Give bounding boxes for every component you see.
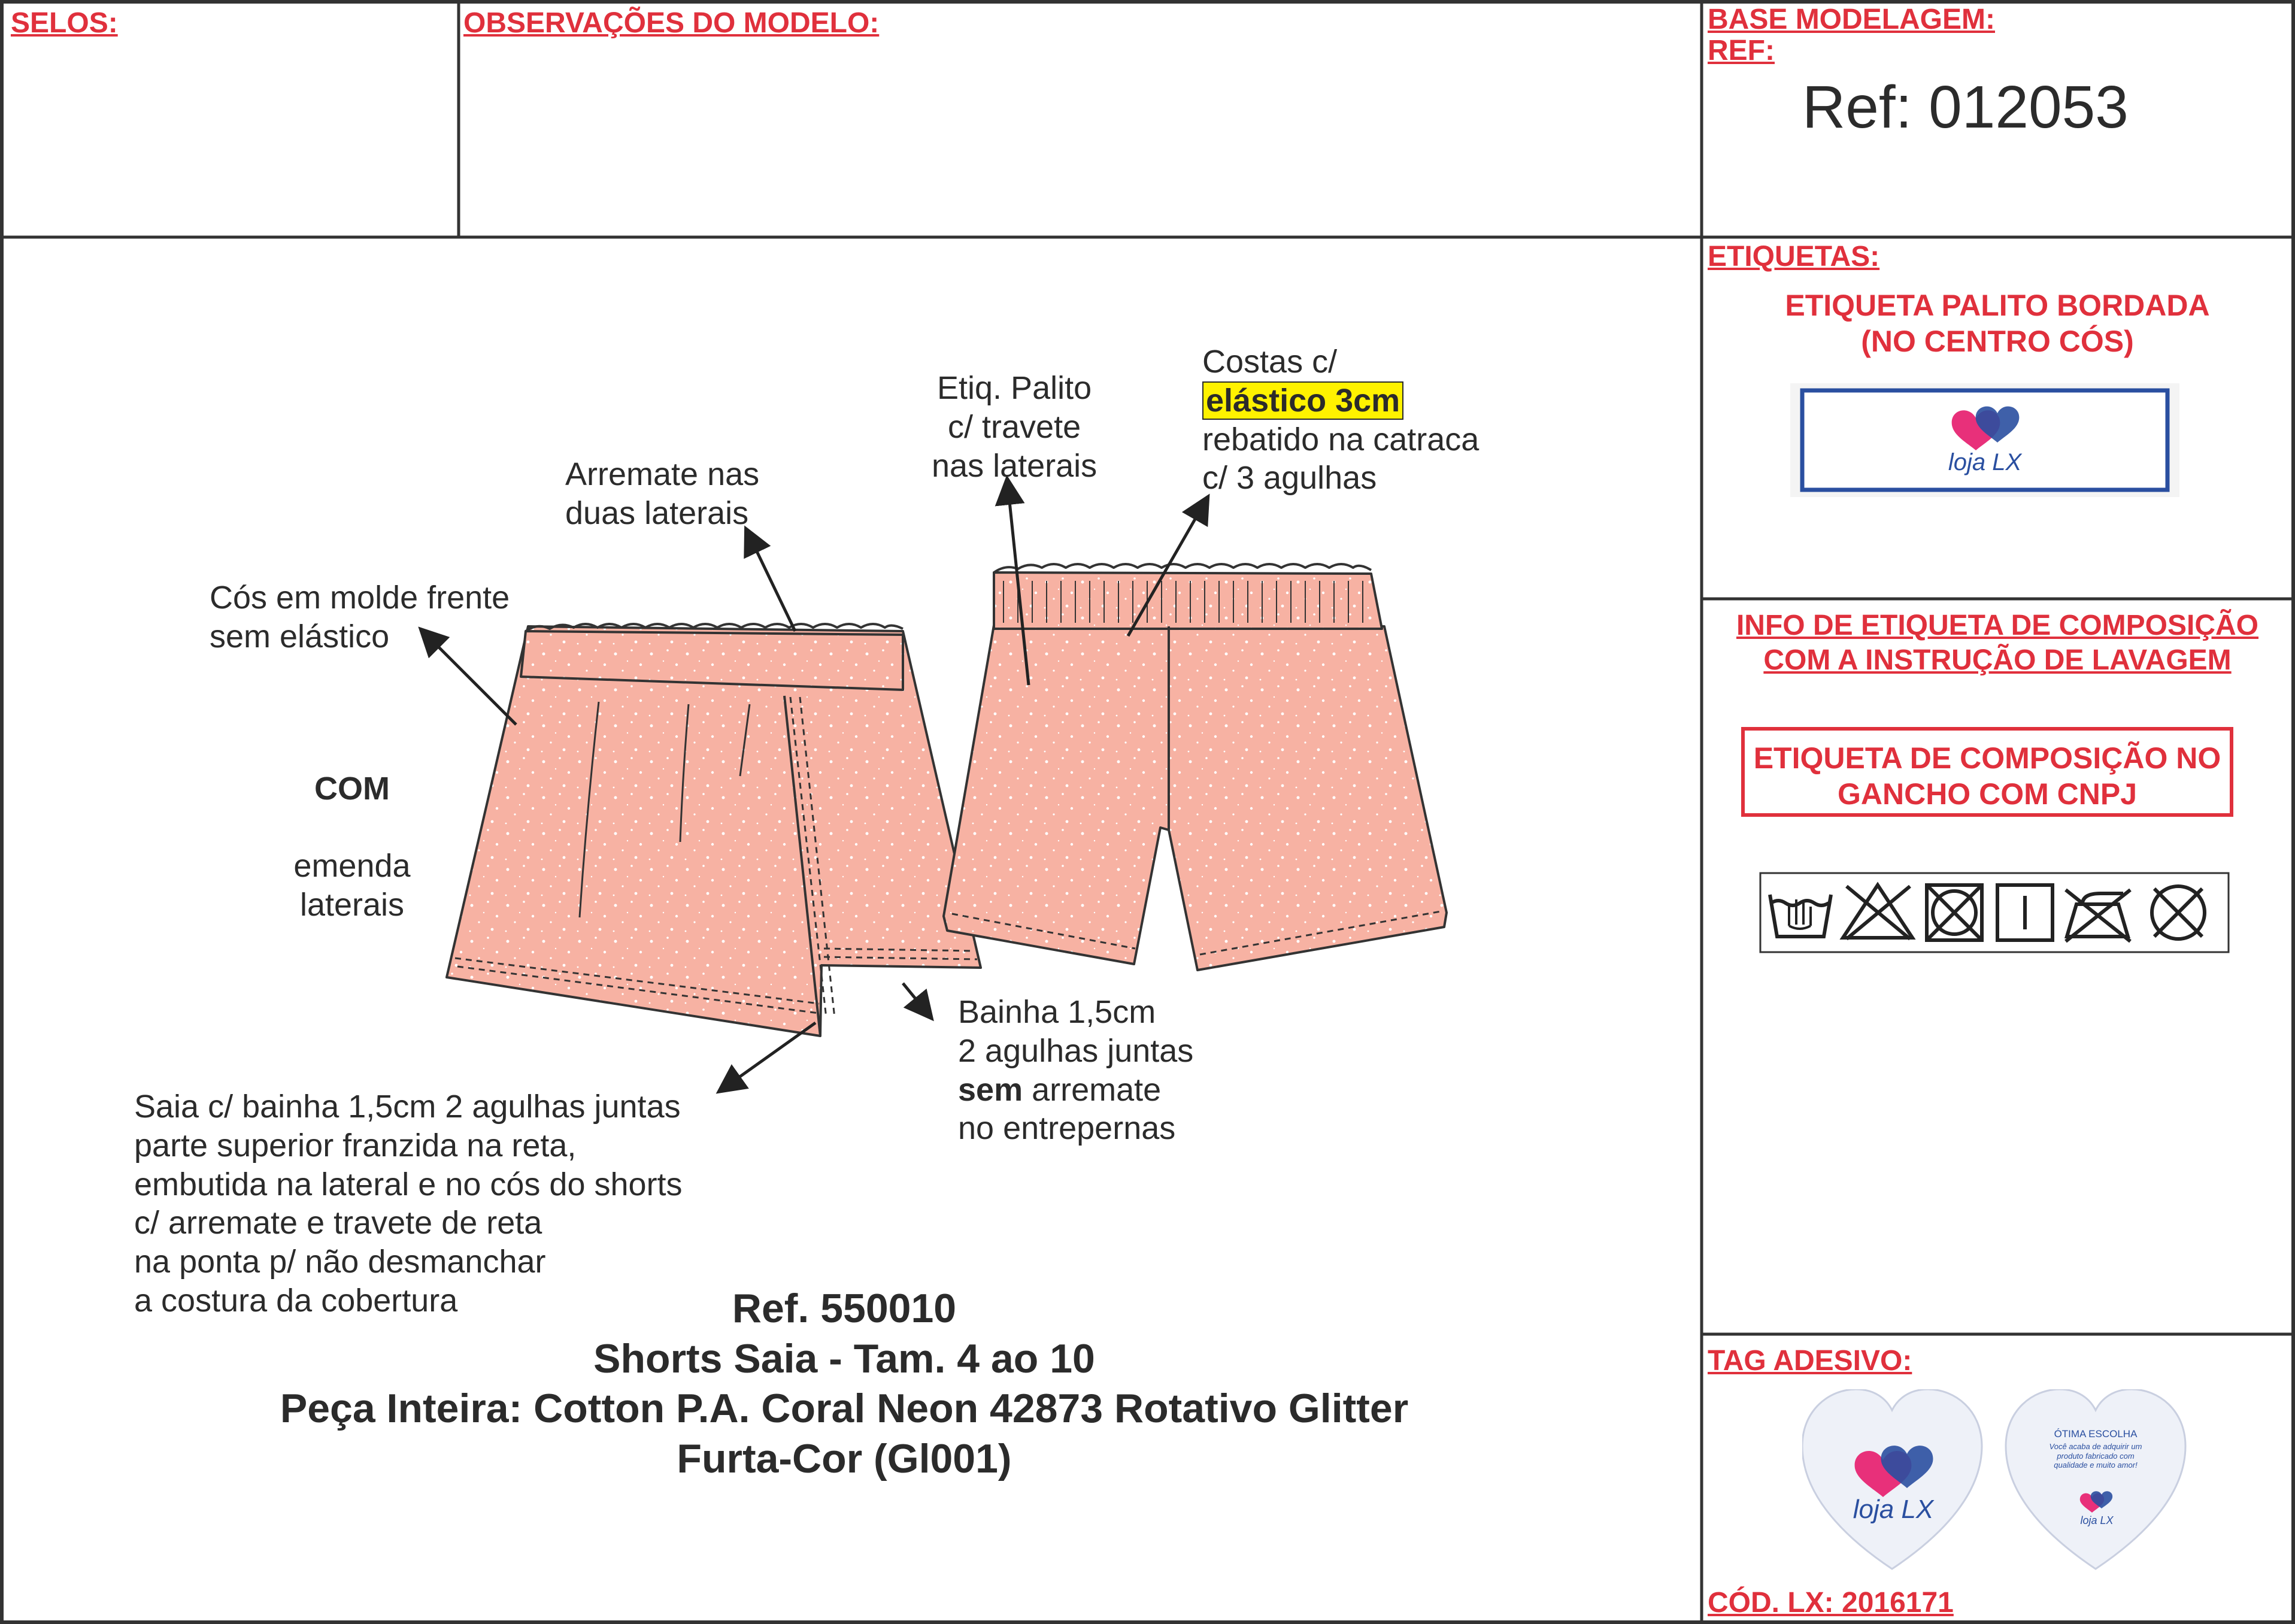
etiqueta-palito-line1: ETIQUETA PALITO BORDADA <box>1785 289 2210 322</box>
etiqueta-palito-text <box>1702 287 2293 359</box>
woven-label <box>1790 383 2179 497</box>
cod-lx: CÓD. LX: 2016171 <box>1708 1587 1954 1619</box>
note-saia: Saia c/ bainha 1,5cm 2 agulhas juntas parte superior franzida na reta, embutida na lateral e no cós do shorts c/ arremate e travete de reta na ponta p/ não desmanchar a costura da cobertura <box>134 1089 683 1319</box>
note-com-emenda <box>281 731 423 964</box>
note-bainha-l4: no entrepernas <box>958 1110 1176 1147</box>
info-composicao-line1: INFO DE ETIQUETA DE COMPOSIÇÃO <box>1736 610 2259 641</box>
label-logo-text: loja LX <box>1948 449 2022 475</box>
note-etiq-palito: Etiq. Palito c/ travete nas laterais <box>932 370 1098 484</box>
note-bainha-l3: arremate <box>1023 1071 1162 1108</box>
etiquetas-header: ETIQUETAS: <box>1708 241 1880 272</box>
tag-back-logo-text: loja LX <box>2080 1514 2114 1526</box>
info-composicao-line2: COM A INSTRUÇÃO DE LAVAGEM <box>1763 644 2232 676</box>
etiqueta-palito-line2: (NO CENTRO CÓS) <box>1861 325 2134 358</box>
note-bainha-l2: 2 agulhas juntas <box>958 1032 1194 1069</box>
note-costas-post: rebatido na catraca c/ 3 agulhas <box>1202 421 1480 496</box>
info-composicao-header <box>1702 608 2293 677</box>
back-view-shorts <box>944 564 1447 970</box>
note-bainha-sem: sem <box>958 1071 1023 1108</box>
selos-header: SELOS: <box>11 7 118 39</box>
note-com-bold: COM <box>314 770 390 807</box>
tag-back-text: Você acaba de adquirir um produto fabricado com qualidade e muito amor! <box>2049 1442 2142 1470</box>
base-modelagem-header: BASE MODELAGEM: <box>1708 4 1995 35</box>
tag-adesivo-header: TAG ADESIVO: <box>1708 1345 1912 1377</box>
composicao-line1: ETIQUETA DE COMPOSIÇÃO NO <box>1753 741 2221 775</box>
composicao-line2: GANCHO COM CNPJ <box>1837 777 2138 811</box>
base-ref-value: Ref: 012053 <box>1802 74 2129 141</box>
composicao-box-text <box>1741 740 2233 812</box>
product-ref: Ref. 550010 <box>732 1286 957 1331</box>
note-arremate: Arremate nas duas laterais <box>565 456 760 531</box>
product-fabric: Peça Inteira: Cotton P.A. Coral Neon 42873 Rotativo Glitter <box>280 1386 1409 1432</box>
product-fabric-cont: Furta-Cor (Gl001) <box>677 1435 1012 1481</box>
note-bainha <box>958 993 1193 1148</box>
tag-back-title: ÓTIMA ESCOLHA <box>2054 1428 2138 1440</box>
care-symbols <box>1759 872 2230 953</box>
note-costas <box>1202 343 1479 498</box>
heart-tag-front <box>1802 1389 1982 1569</box>
note-costas-pre: Costas c/ <box>1202 344 1338 380</box>
heart-tag-back <box>2006 1389 2185 1569</box>
observacoes-header: OBSERVAÇÕES DO MODELO: <box>463 7 880 39</box>
note-com-rest: emenda laterais <box>293 848 411 923</box>
note-costas-highlight: elástico 3cm <box>1202 381 1403 420</box>
tag-front-logo-text: loja LX <box>1853 1495 1934 1524</box>
product-name: Shorts Saia - Tam. 4 ao 10 <box>593 1335 1095 1381</box>
note-bainha-l1: Bainha 1,5cm <box>958 994 1156 1030</box>
heart-tags <box>1802 1389 2197 1581</box>
ref-header: REF: <box>1708 35 1775 66</box>
note-cos-molde: Cós em molde frente sem elástico <box>210 580 510 655</box>
front-view-shorts-saia <box>447 624 981 1036</box>
product-title <box>156 1284 1533 1484</box>
